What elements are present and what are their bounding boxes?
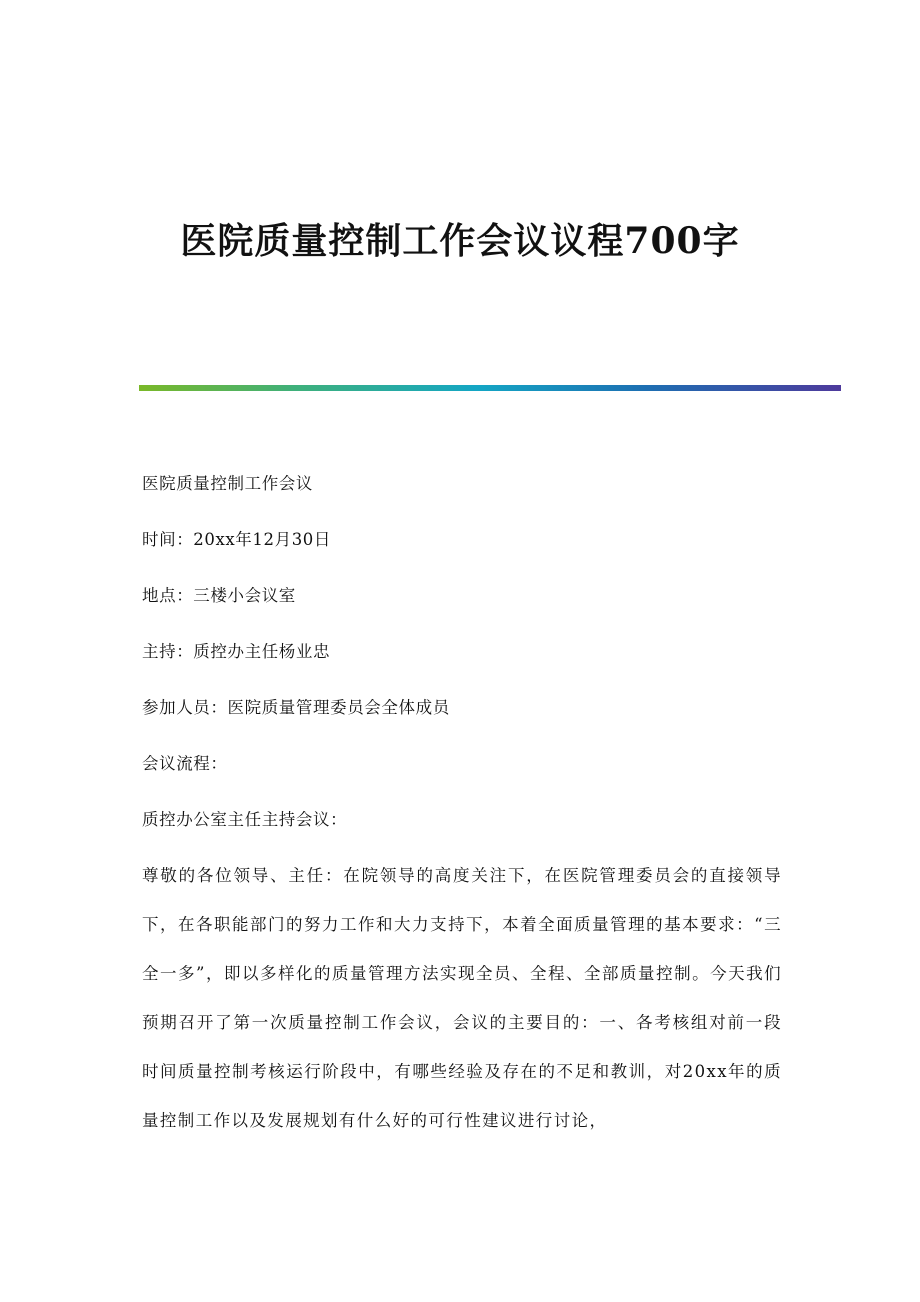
- meeting-location: 地点：三楼小会议室: [142, 586, 296, 605]
- opening-speech-paragraph: 尊敬的各位领导、主任：在院领导的高度关注下，在医院管理委员会的直接领导下，在各职能部门的努力工作和大力支持下，本着全面质量管理的基本要求：“三全一多”，即以多样化的质量管理方法实现全员、全程、全部质量控制。今天我们预期召开了第一次质量控制工作会议，会议的主要目的：一、各考核组对前一段时间质量控制考核运行阶段中，有哪些经验及存在的不足和教训，对20xx年的质量控制工作以及发展规划有什么好的可行性建议进行讨论，: [142, 866, 782, 1130]
- title-divider: [139, 385, 841, 391]
- meeting-participants: 参加人员：医院质量管理委员会全体成员: [142, 698, 450, 717]
- meeting-name: 医院质量控制工作会议: [142, 474, 313, 493]
- meeting-host: 主持：质控办主任杨业忠: [142, 642, 331, 661]
- meeting-time: 时间：20xx年12月30日: [142, 530, 331, 549]
- meeting-process-heading: 会议流程：: [142, 754, 228, 773]
- document-title: 医院质量控制工作会议议程700字: [180, 220, 740, 262]
- meeting-host-intro: 质控办公室主任主持会议：: [142, 810, 348, 829]
- document-body: [142, 468, 782, 1145]
